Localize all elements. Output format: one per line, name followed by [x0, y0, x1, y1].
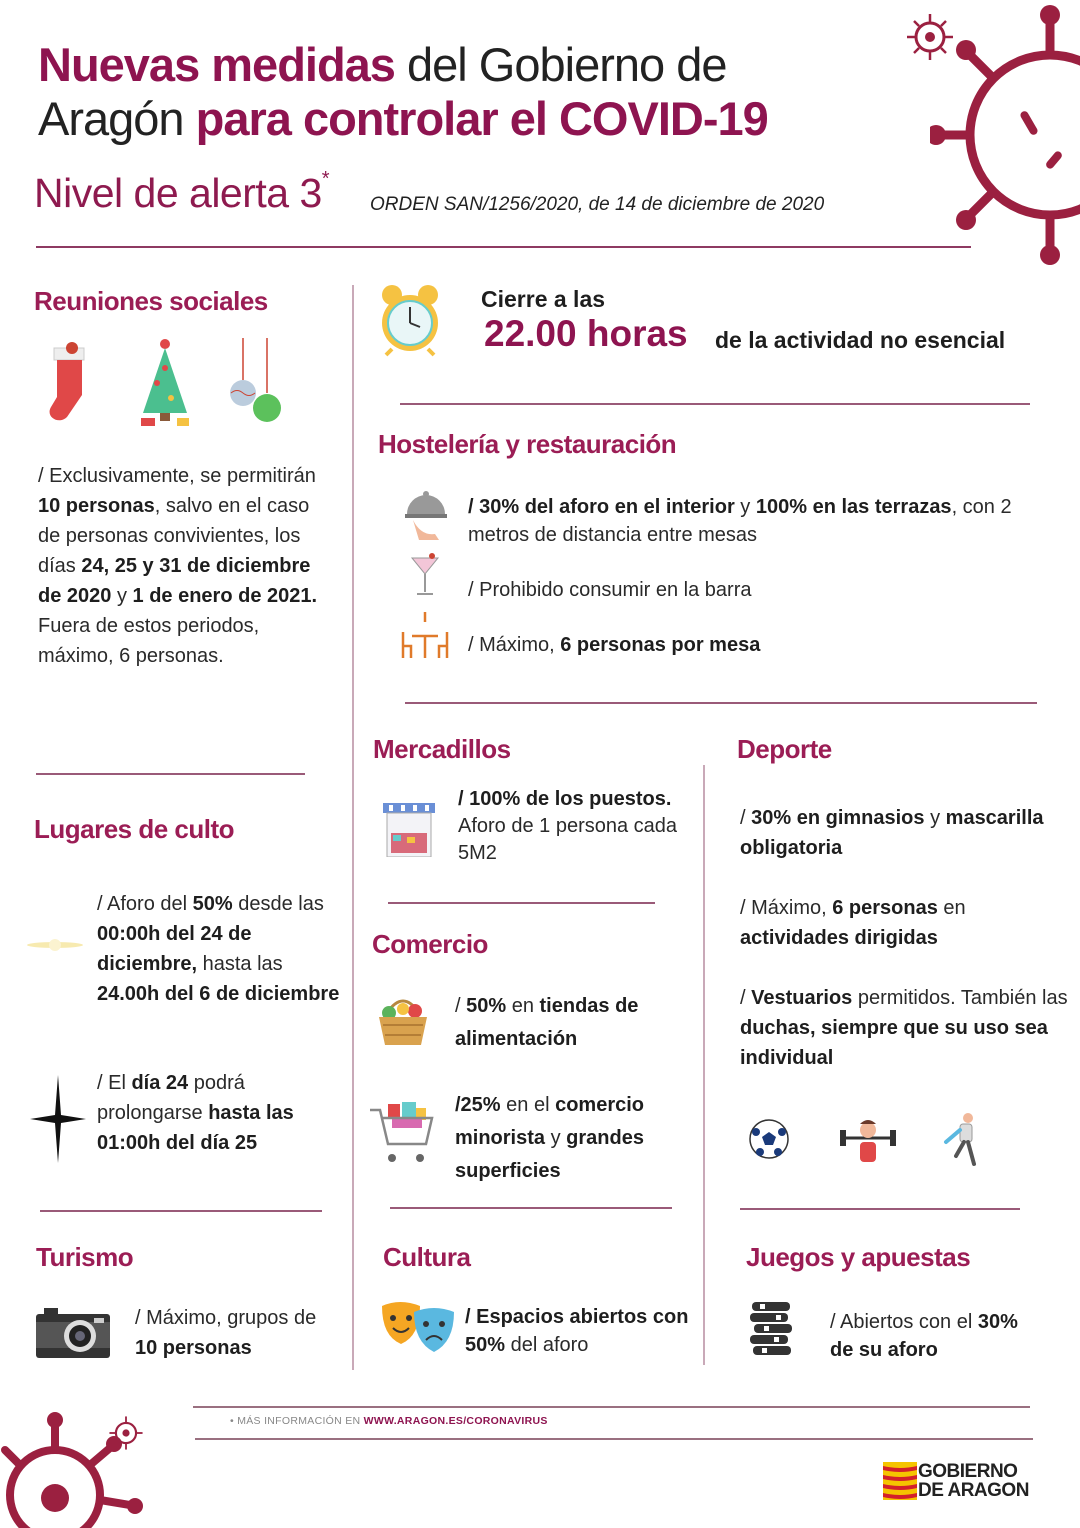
text-segment: 10 personas: [38, 495, 155, 517]
deporte-item-1: [740, 803, 1060, 863]
title-part: Nuevas medidas: [38, 38, 395, 91]
section-heading-mercadillos: Mercadillos: [373, 734, 511, 764]
aragon-flag-logo-icon: [883, 1462, 917, 1500]
text-segment: / Máximo, grupos de: [135, 1307, 317, 1329]
text-segment: , salvo en el caso de personas convivientes, los días: [38, 495, 310, 577]
hosteleria-item-2: [468, 575, 1028, 605]
section-heading-cultura: Cultura: [383, 1242, 471, 1272]
text-segment: hasta las: [197, 953, 283, 975]
cierre-line1: Cierre a las: [481, 286, 606, 312]
text-segment: , con 2 metros de distancia entre mesas: [468, 496, 1012, 546]
text-segment: Vestuarios: [751, 987, 853, 1009]
text-segment: del aforo: [505, 1334, 589, 1356]
text-segment: / Máximo,: [468, 634, 561, 656]
text-segment: / El: [97, 1072, 132, 1094]
more-info-label: • MÁS INFORMACIÓN EN: [230, 1415, 364, 1427]
text-segment: /: [740, 987, 752, 1009]
more-info-link[interactable]: WWW.ARAGON.ES/CORONAVIRUS: [363, 1415, 548, 1427]
hosteleria-item-1: [468, 493, 1038, 549]
section-heading-turismo: Turismo: [36, 1242, 134, 1272]
christmas-tree-icon: [135, 338, 195, 428]
text-segment: 00:00h del 24 de diciembre,: [97, 923, 252, 975]
christmas-stocking-icon: [42, 340, 97, 425]
order-reference: ORDEN SAN/1256/2020, de 14 de diciembre de 2020: [370, 194, 825, 215]
text-segment: 24, 25 y 31 de diciembre de 2020: [38, 555, 311, 607]
weightlifter-icon: [838, 1116, 898, 1166]
text-segment: 6 personas por mesa: [560, 634, 761, 656]
text-segment: / Abiertos con el: [830, 1311, 978, 1333]
divider: [36, 773, 305, 775]
section-heading-reuniones: Reuniones sociales: [34, 286, 268, 316]
section-heading-hosteleria: Hostelería y restauración: [378, 429, 677, 459]
text-segment: permitidos. También las: [852, 987, 1068, 1009]
mercadillos-text: [458, 786, 678, 867]
table-chairs-icon: [400, 612, 450, 660]
comercio-item-2: [455, 1089, 700, 1188]
text-segment: / Máximo,: [740, 897, 833, 919]
logo-line: GOBIERNO: [918, 1461, 1018, 1482]
soccer-ball-icon: [748, 1118, 790, 1160]
more-info: [230, 1415, 548, 1427]
text-segment: / Prohibido consumir en la barra: [468, 579, 752, 601]
food-basket-icon: [375, 993, 431, 1047]
text-segment: y: [111, 585, 133, 607]
text-segment: / Exclusivamente, se permitirán: [38, 465, 316, 487]
text-segment: / 100% de los puestos.: [458, 788, 672, 810]
divider: [400, 403, 1030, 405]
text-segment: desde las: [232, 893, 324, 915]
market-stall-icon: [383, 803, 435, 857]
section-heading-culto: Lugares de culto: [34, 814, 235, 844]
text-segment: Fuera de estos periodos, máximo, 6 personas.: [38, 615, 260, 667]
casino-chips-icon: [748, 1300, 794, 1358]
footnote-mark: *: [321, 168, 330, 190]
small-virus-icon: [108, 1415, 144, 1451]
text-segment: comercio minorista: [455, 1094, 645, 1149]
reuniones-text: [38, 461, 328, 671]
divider: [388, 902, 655, 904]
logo-line: DE ARAGON: [918, 1480, 1029, 1501]
deporte-item-3: [740, 983, 1070, 1073]
text-segment: grandes superficies: [455, 1127, 644, 1182]
title-part: Aragón: [38, 92, 196, 145]
cocktail-icon: [410, 550, 440, 598]
page-title: [38, 38, 768, 146]
text-segment: / Aforo del: [97, 893, 193, 915]
hosteleria-item-3: [468, 630, 1028, 660]
cloche-icon: [403, 490, 449, 540]
divider: [193, 1406, 1030, 1408]
text-segment: y: [924, 807, 946, 829]
cierre-rest: de la actividad no esencial: [715, 327, 1006, 353]
small-virus-icon: [905, 12, 955, 62]
alert-level: [34, 170, 329, 217]
text-segment: en: [937, 897, 966, 919]
text-segment: 50%: [466, 995, 507, 1017]
section-heading-juegos: Juegos y apuestas: [746, 1242, 971, 1272]
juegos-text: [830, 1308, 1030, 1364]
title-part: del Gobierno de: [394, 38, 727, 91]
text-segment: /: [455, 995, 467, 1017]
text-segment: 6 personas: [832, 897, 938, 919]
text-segment: en: [506, 995, 540, 1017]
text-segment: en el: [500, 1094, 556, 1116]
text-segment: 30% en gimnasios: [751, 807, 925, 829]
christmas-ornaments-icon: [225, 338, 285, 428]
text-segment: hasta las 01:00h del día 25: [97, 1102, 294, 1154]
turismo-text: [135, 1303, 335, 1363]
culto-item-2: [97, 1068, 337, 1158]
text-segment: 100% en las terrazas: [755, 496, 952, 518]
text-segment: / 30% del aforo en el interior: [468, 496, 735, 518]
column-divider: [352, 285, 354, 1370]
alert-level-text: Nivel de alerta 3: [34, 170, 322, 216]
divider: [195, 1438, 1033, 1440]
text-segment: actividades dirigidas: [740, 927, 938, 949]
text-segment: Aforo de 1 persona cada 5M2: [458, 815, 678, 864]
runner-icon: [942, 1112, 982, 1168]
divider: [36, 246, 971, 248]
camera-icon: [36, 1308, 110, 1358]
star-icon: [30, 1075, 86, 1163]
title-part: para controlar el COVID-19: [195, 92, 768, 145]
deporte-item-2: [740, 893, 1060, 953]
text-segment: mascarilla obligatoria: [740, 807, 1044, 859]
text-segment: 30% de su aforo: [830, 1311, 1018, 1361]
section-heading-comercio: Comercio: [372, 929, 488, 959]
text-segment: 1 de enero de 2021.: [132, 585, 318, 607]
text-segment: /: [740, 807, 752, 829]
divider: [390, 1207, 672, 1209]
glow-sparkle-icon: [25, 930, 85, 960]
divider: [40, 1210, 322, 1212]
divider: [405, 702, 1037, 704]
text-segment: 10 personas: [135, 1337, 252, 1359]
shopping-cart-icon: [368, 1100, 436, 1166]
text-segment: duchas, siempre que su uso sea individual: [740, 1017, 1048, 1069]
text-segment: día 24: [131, 1072, 189, 1094]
cultura-text: [465, 1303, 695, 1359]
comercio-item-1: [455, 990, 695, 1056]
text-segment: y: [734, 496, 756, 518]
theater-masks-icon: [380, 1300, 456, 1356]
column-divider: [703, 765, 705, 1365]
text-segment: / Espacios abiertos con 50%: [465, 1306, 689, 1356]
culto-item-1: [97, 889, 347, 1009]
alarm-clock-icon: [378, 283, 442, 357]
section-heading-deporte: Deporte: [737, 734, 832, 764]
text-segment: y: [545, 1127, 567, 1149]
text-segment: tiendas de alimentación: [455, 995, 639, 1050]
text-segment: podrá prolongarse: [97, 1072, 245, 1124]
cierre-time: 22.00 horas: [484, 313, 688, 354]
divider: [740, 1208, 1020, 1210]
gobierno-aragon-logo: [918, 1462, 1029, 1500]
text-segment: 50%: [192, 893, 233, 915]
text-segment: /25%: [455, 1094, 501, 1116]
text-segment: 24.00h del 6 de diciembre: [97, 983, 340, 1005]
